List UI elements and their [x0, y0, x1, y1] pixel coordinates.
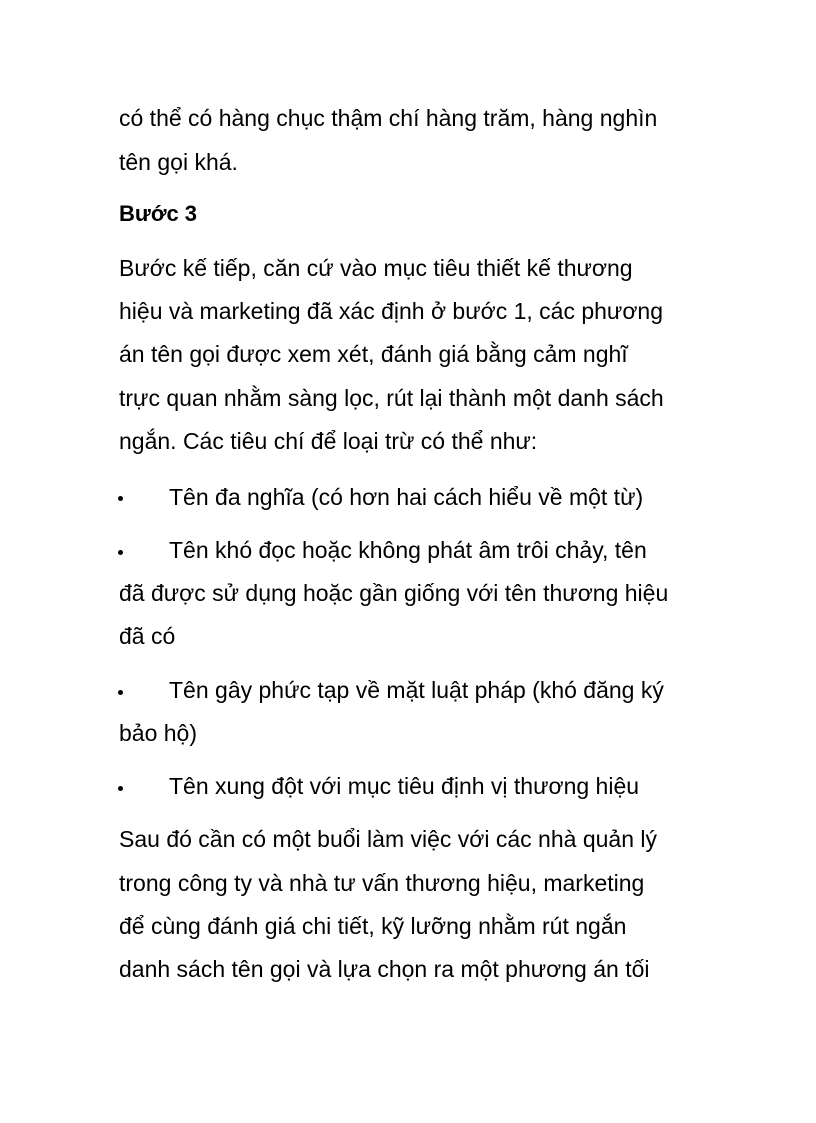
bullet-3-continuation-1: bảo hộ) — [119, 720, 198, 746]
bullet-dot-icon — [118, 550, 123, 555]
paragraph-1-line-2: hiệu và marketing đã xác định ở bước 1, các phương — [119, 298, 663, 324]
paragraph-2-line-4: danh sách tên gọi và lựa chọn ra một phương án tối — [119, 956, 650, 982]
bullet-2-continuation-1: đã được sử dụng hoặc gần giống với tên thương hiệu — [119, 580, 669, 606]
paragraph-2-line-2: trong công ty và nhà tư vấn thương hiệu, marketing — [119, 870, 645, 896]
paragraph-2-line-1: Sau đó cần có một buổi làm việc với các nhà quản lý — [119, 826, 657, 852]
bullet-2-continuation-2: đã có — [119, 623, 176, 649]
bullet-dot-icon — [118, 496, 123, 501]
paragraph-1-line-5: ngắn. Các tiêu chí để loại trừ có thể như: — [119, 428, 538, 454]
bullet-3-text: Tên gây phức tạp về mặt luật pháp (khó đăng ký — [169, 677, 664, 703]
section-heading: Bước 3 — [119, 201, 198, 226]
bullet-dot-icon — [118, 690, 123, 695]
bullet-1-text: Tên đa nghĩa (có hơn hai cách hiểu về một từ) — [169, 484, 644, 510]
intro-line-1: có thể có hàng chục thậm chí hàng trăm, hàng nghìn — [119, 105, 658, 131]
paragraph-1-line-1: Bước kế tiếp, căn cứ vào mục tiêu thiết kế thương — [119, 255, 633, 281]
paragraph-2-line-3: để cùng đánh giá chi tiết, kỹ lưỡng nhằm rút ngắn — [119, 913, 627, 939]
intro-line-2: tên gọi khá. — [119, 149, 238, 175]
paragraph-1-line-3: án tên gọi được xem xét, đánh giá bằng cảm nghĩ — [119, 341, 628, 367]
bullet-4-text: Tên xung đột với mục tiêu định vị thương hiệu — [169, 773, 640, 799]
paragraph-1-line-4: trực quan nhằm sàng lọc, rút lại thành một danh sách — [119, 385, 664, 411]
bullet-dot-icon — [118, 786, 123, 791]
bullet-2-text: Tên khó đọc hoặc không phát âm trôi chảy, tên — [169, 537, 647, 563]
